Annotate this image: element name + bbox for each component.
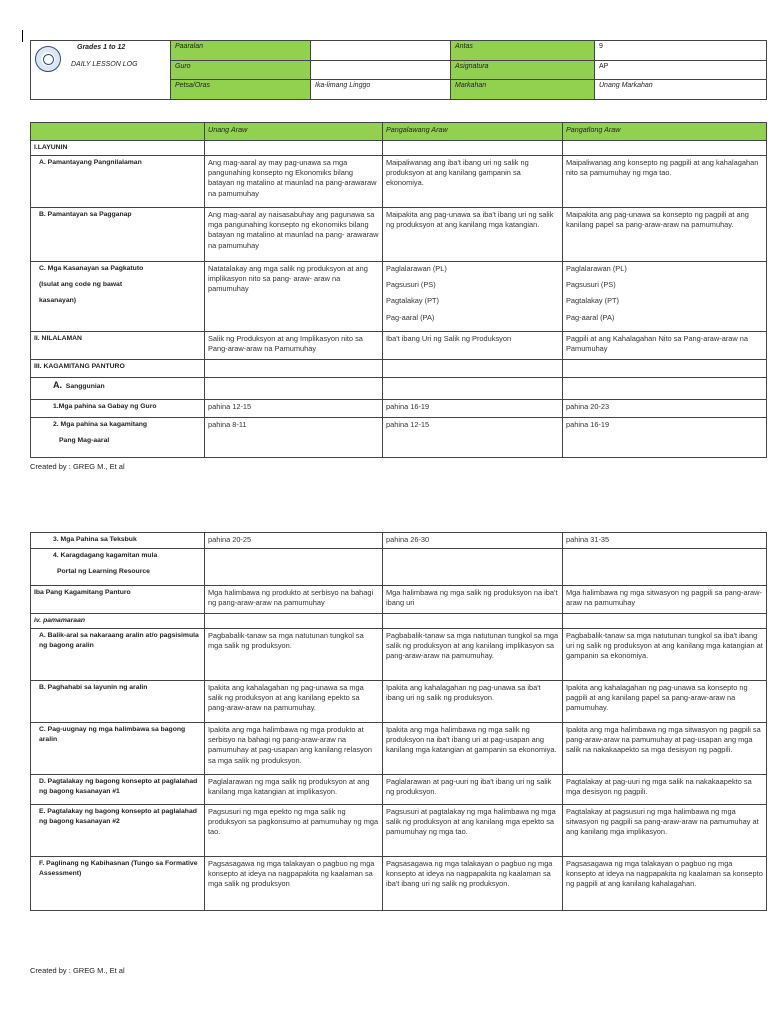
log-title: DAILY LESSON LOG	[71, 61, 138, 68]
step-label-b: B. Paghahabi sa layunin ng aralin	[31, 681, 205, 723]
kasanayan-codes-day3[interactable]	[563, 262, 767, 332]
kagamitan-mag-label	[31, 417, 205, 457]
cell[interactable]: pahina 26-30	[383, 533, 563, 549]
cell[interactable]: Maipakita ang pag-unawa sa iba't ibang uri ng salik ng produksyon at ang kanilang mga katangian.	[383, 208, 563, 262]
cell[interactable]: Maipaliwanag ang konsepto ng pagpili at ang kahalagahan nito sa pamumuhay ng mga tao.	[563, 156, 767, 208]
cell[interactable]: pahina 31-35	[563, 533, 767, 549]
cell[interactable]: pahina 12-15	[205, 399, 383, 417]
antas-value[interactable]: 9	[595, 41, 767, 61]
step-label-e: E. Pagtalakay ng bagong konsepto at paglalahad ng bagong kasanayan #2	[31, 805, 205, 857]
cell[interactable]	[205, 359, 383, 377]
cell[interactable]: Paglalarawan ng mga salik ng produksyon at ang kanilang mga katangian at implikasyon.	[205, 775, 383, 805]
cell[interactable]: Salik ng Produksyon at ang Implikasyon nito sa Pang-araw-araw na Pamumuhay	[205, 331, 383, 359]
cell[interactable]	[205, 377, 383, 399]
cell[interactable]	[563, 359, 767, 377]
cell[interactable]: Ipakita ang mga halimbawa ng mga produkto at serbisyo na bahagi ng pang-araw-araw na pamumuhay at pag-usapan ang kanilang relasyon sa mga salik ng produksyon.	[205, 723, 383, 775]
cell[interactable]: Ipakita ang mga halimbawa ng mga salik ng produksyon na iba't ibang uri at pag-usapan ang kanilang mga katangian at gampanin sa ekonomiya.	[383, 723, 563, 775]
kasanayan-note-2: kasanayan)	[39, 297, 77, 304]
markahan-label: Markahan	[451, 80, 595, 100]
cell[interactable]	[383, 549, 563, 586]
footer-credit: Created by : GREG M., Et al	[30, 462, 125, 471]
cell[interactable]	[205, 614, 383, 629]
kasanayan-title: C. Mga Kasanayan sa Pagkatuto	[39, 265, 144, 272]
karagdagan-line1: 4. Karagdagang kagamitan mula	[53, 552, 158, 559]
logo-cell	[31, 41, 171, 100]
sanggunian-text: Sanggunian	[65, 382, 105, 390]
column-header-day2: Pangalawang Araw	[383, 123, 563, 141]
cell[interactable]	[205, 141, 383, 156]
antas-label: Antas	[451, 41, 595, 61]
markahan-value[interactable]: Unang Markahan	[595, 80, 767, 100]
teksbuk-label: 3. Mga Pahina sa Teksbuk	[31, 533, 205, 549]
kasanayan-codes-day2[interactable]	[383, 262, 563, 332]
karagdagan-label	[31, 549, 205, 586]
lesson-table-1	[30, 122, 767, 458]
code-item: Paglalarawan (PL)	[386, 264, 447, 273]
cell[interactable]: Ipakita ang kahalagahan ng pag-unawa sa iba't ibang uri ng salik ng produksyon.	[383, 681, 563, 723]
row-label-kasanayan	[31, 262, 205, 332]
cell[interactable]: Natatalakay ang mga salik ng produksyon at ang implikasyon nito sa pang- araw- araw na pamumuhay	[205, 262, 383, 332]
cell[interactable]: Ang mag-aaral ay naisasabuhay ang pagunawa sa mga pangunahing konsepto ng ekonomiks bilang batayan ng matalino at maunlad na pang- arawaraw na pamumuhay	[205, 208, 383, 262]
row-label-pamantayan-sa-pagganap: B. Pamantayan sa Pagganap	[31, 208, 205, 262]
cell[interactable]: Maipaliwanag ang iba't ibang uri ng salik ng produksyon at ang kanilang gampanin sa ekonomiya.	[383, 156, 563, 208]
cell[interactable]: Ipakita ang kahalagahan ng pag-unawa sa konsepto ng pagpili at ang kanilang papel sa pang-araw-araw na pamumuhay.	[563, 681, 767, 723]
cell[interactable]: Pagtalakay at pagsusuri ng mga halimbawa ng mga sitwasyon ng pagpili sa pang-araw-araw na pamumuhay at ang kanilang mga implikasyon.	[563, 805, 767, 857]
sanggunian-label	[31, 377, 205, 399]
cell[interactable]	[205, 549, 383, 586]
step-label-f: F. Paglinang ng Kabihasnan (Tungo sa Formative Assessment)	[31, 857, 205, 911]
column-header-day3: Pangatlong Araw	[563, 123, 767, 141]
kagamitan-heading: III. KAGAMITANG PANTURO	[31, 359, 205, 377]
code-item: Pag-aaral (PA)	[386, 312, 435, 322]
iba-label: Iba Pang Kagamitang Panturo	[31, 586, 205, 614]
cell[interactable]	[563, 377, 767, 399]
cell[interactable]	[563, 549, 767, 586]
corner-cell	[31, 123, 205, 141]
cell[interactable]: Pagbabalik-tanaw sa mga natutunan tungkol sa iba't ibang uri ng salik ng produksyon at ang kanilang mga katangian at gampanin sa ekonomiya.	[563, 629, 767, 681]
column-header-day1: Unang Araw	[205, 123, 383, 141]
nilalaman-heading: II. NILALAMAN	[31, 331, 205, 359]
petsa-label: Petsa/Oras	[171, 80, 311, 100]
cell[interactable]: Pagsasagawa ng mga talakayan o pagbuo ng mga konsepto at ideya na nagpapakita ng kaalaman sa konsepto ng pagpili at ang kanilang kahalagahan.	[563, 857, 767, 911]
asignatura-value[interactable]: AP	[595, 60, 767, 80]
cell[interactable]: Mga halimbawa ng produkto at serbisyo na bahagi ng pang-araw-araw na pamumuhay	[205, 586, 383, 614]
cell[interactable]: Mga halimbawa ng mga sitwasyon ng pagpili sa pang-araw-araw na pamumuhay	[563, 586, 767, 614]
petsa-value[interactable]: Ika-limang Linggo	[311, 80, 451, 100]
kagamitan-mag-line2: Pang Mag-aaral	[59, 436, 110, 444]
pamamaraan-heading: iv. pamamaraan	[31, 614, 205, 629]
karagdagan-line2: Portal ng Learning Resource	[57, 568, 150, 575]
cell[interactable]: Ipakita ang kahalagahan ng pag-unawa sa mga salik ng produksyon at ang kanilang epekto sa pang-araw-araw na pamumuhay.	[205, 681, 383, 723]
cell[interactable]: Pagbabalik-tanaw sa mga natutunan tungkol sa mga salik ng produksyon at ang kanilang implikasyon sa pang-araw-araw na pamumuhay.	[383, 629, 563, 681]
cell[interactable]: Pagpili at ang Kahalagahan Nito sa Pang-araw-araw na Pamumuhay	[563, 331, 767, 359]
cell[interactable]: Maipakita ang pag-unawa sa konsepto ng pagpili at ang kanilang papel sa pang-araw-araw na pamumuhay.	[563, 208, 767, 262]
cell[interactable]: Mga halimbawa ng mga salik ng produksyon na iba't ibang uri	[383, 586, 563, 614]
code-item: Pagsusuri (PS)	[386, 280, 436, 290]
cell[interactable]: pahina 8-11	[205, 417, 383, 457]
cell[interactable]: Pagsusuri at pagtalakay ng mga halimbawa ng mga salik ng produksyon at ang kanilang mga epekto sa pamumuhay ng mga tao.	[383, 805, 563, 857]
cell[interactable]: pahina 12-15	[383, 417, 563, 457]
code-item: Pag-aaral (PA)	[566, 312, 615, 322]
cell[interactable]	[383, 359, 563, 377]
cell[interactable]: pahina 16-19	[563, 417, 767, 457]
cell[interactable]: Pagtalakay at pag-uuri ng mga salik na nakakaapekto sa mga desisyon ng pagpili.	[563, 775, 767, 805]
paaralan-value[interactable]	[311, 41, 451, 61]
deped-seal-icon	[35, 46, 61, 72]
row-label-pamantayang-pangnilalaman: A. Pamantayang Pangnilalaman	[31, 156, 205, 208]
lesson-table-2	[30, 532, 767, 911]
kasanayan-note: (Isulat ang code ng bawat	[39, 281, 123, 288]
cell[interactable]: Pagsasagawa ng mga talakayan o pagbuo ng mga konsepto at ideya na nagpapakita ng kaalaman sa mga salik ng produksyon	[205, 857, 383, 911]
cell[interactable]: Pagsasagawa ng mga talakayan o pagbuo ng mga konsepto at ideya na nagpapakita ng kaalaman sa iba't ibang uri ng salik ng produksyon.	[383, 857, 563, 911]
guro-value[interactable]	[311, 60, 451, 80]
step-label-a: A. Balik-aral sa nakaraang aralin at/o pagsisimula ng bagong aralin	[31, 629, 205, 681]
code-item: Paglalarawan (PL)	[566, 264, 627, 273]
cell[interactable]	[563, 614, 767, 629]
gabay-label: 1.Mga pahina sa Gabay ng Guro	[31, 399, 205, 417]
sanggunian-letter: A.	[53, 379, 62, 390]
cell[interactable]	[383, 141, 563, 156]
cell[interactable]	[563, 141, 767, 156]
footer-credit-2: Created by : GREG M., Et al	[30, 966, 125, 975]
cell[interactable]: pahina 20-23	[563, 399, 767, 417]
cell[interactable]: Pagbabalik-tanaw sa mga natutunan tungkol sa mga salik ng produksyon.	[205, 629, 383, 681]
kagamitan-mag-line1: 2. Mga pahina sa kagamitang	[53, 420, 148, 428]
layunin-heading: I.LAYUNIN	[31, 141, 205, 156]
code-item: Pagtalakay (PT)	[566, 296, 619, 306]
cell[interactable]	[383, 377, 563, 399]
step-label-c: C. Pag-uugnay ng mga halimbawa sa bagong aralin	[31, 723, 205, 775]
code-item: Pagsusuri (PS)	[566, 280, 616, 290]
header-table	[30, 40, 767, 100]
cell[interactable]: Iba't ibang Uri ng Salik ng Produksyon	[383, 331, 563, 359]
cell[interactable]: pahina 20-25	[205, 533, 383, 549]
text-cursor	[22, 30, 23, 42]
paaralan-label: Paaralan	[171, 41, 311, 61]
guro-label: Guro	[171, 60, 311, 80]
code-item: Pagtalakay (PT)	[386, 296, 439, 306]
cell[interactable]: Paglalarawan at pag-uuri ng iba't ibang uri ng salik ng produksyon.	[383, 775, 563, 805]
cell[interactable]: Pagsusuri ng mga epekto ng mga salik ng produksyon sa pagkonsumo at pamumuhay ng mga tao.	[205, 805, 383, 857]
cell[interactable]: pahina 16-19	[383, 399, 563, 417]
cell[interactable]: Ipakita ang mga halimbawa ng mga sitwasyon ng pagpili sa pang-araw-araw na pamumuhay at pag-usapan ang mga salik na nakakaapekto sa mga desisyon ng pagpili.	[563, 723, 767, 775]
step-label-d: D. Pagtalakay ng bagong konsepto at paglalahad ng bagong kasanayan #1	[31, 775, 205, 805]
cell[interactable]: Ang mag-aaral ay may pag-unawa sa mga pangunahing konsepto ng Ekonomiks bilang batayan ng matalino at maunlad na pang-arawaraw na pamumuhay	[205, 156, 383, 208]
asignatura-label: Asignatura	[451, 60, 595, 80]
cell[interactable]	[383, 614, 563, 629]
grades-label: Grades 1 to 12	[77, 44, 126, 51]
